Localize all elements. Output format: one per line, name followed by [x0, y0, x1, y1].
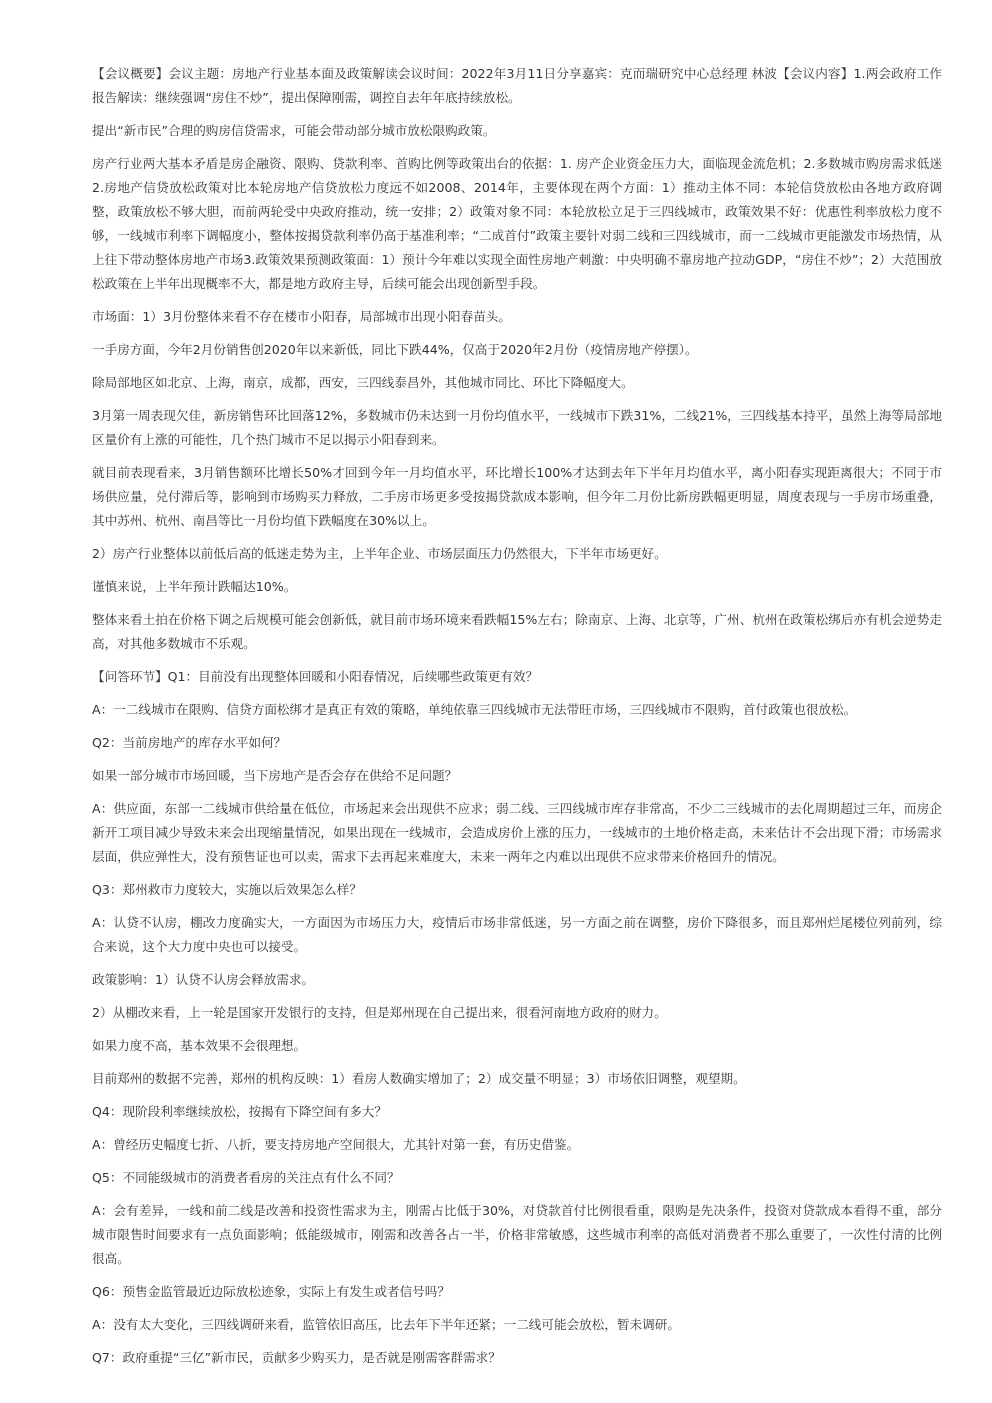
- question-paragraph: Q5：不同能级城市的消费者看房的关注点有什么不同？: [92, 1170, 400, 1185]
- paragraph: 如果力度不高，基本效果不会很理想。: [92, 1038, 307, 1053]
- paragraph: 除局部地区如北京、上海，南京，成都，西安，三四线泰昌外，其他城市同比、环比下降幅度大。: [92, 375, 634, 390]
- paragraph: 市场面：1）3月份整体来看不存在楼市小阳春，局部城市出现小阳春苗头。: [92, 309, 512, 324]
- question-paragraph: Q6：预售金监管最近边际放松迹象，实际上有发生或者信号吗？: [92, 1284, 450, 1299]
- paragraph: 房产行业两大基本矛盾是房企融资、限购、贷款利率、首购比例等政策出台的依据：1. 房产企业资金压力大，面临现金流危机；2.多数城市购房需求低迷2.房地产信贷放松政策对比本轮房地产信贷放松力度远不如2008、2014年，主要体现在两个方面：1）推动主体不同：本轮信贷放松由各地方政府调整，政策放松不够大胆，而前两轮受中央政府推动，统一安排；2）政策对象不同：本轮放松立足于三四线城市，政策效果不好：优惠性利率放松力度不够，一线城市利率下调幅度小，整体按揭贷款利率仍高于基准利率；“二成首付”政策主要针对弱二线和三四线城市，而一二线城市更能激发市场热情，从上往下带动整体房地产市场3.政策效果预测政策面：1）预计今年难以实现全面性房地产刺激：中央明确不靠房地产拉动GDP，“房住不炒”；2）大范围放松政策在上半年出现概率不大，都是地方政府主导，后续可能会出现创新型手段。: [92, 156, 942, 291]
- paragraph: 目前郑州的数据不完善，郑州的机构反映：1）看房人数确实增加了；2）成交量不明显；3）市场依旧调整，观望期。: [92, 1071, 746, 1086]
- answer-paragraph: A：一二线城市在限购、信贷方面松绑才是真正有效的策略，单纯依靠三四线城市无法带旺市场，三四线城市不限购，首付政策也很放松。: [92, 702, 857, 717]
- qa-section-question-1: 【问答环节】Q1：目前没有出现整体回暖和小阳春情况，后续哪些政策更有效？: [92, 669, 539, 684]
- question-paragraph: Q4：现阶段利率继续放松，按揭有下降空间有多大？: [92, 1104, 387, 1119]
- paragraph: 政策影响：1）认贷不认房会释放需求。: [92, 972, 315, 987]
- paragraph: 谨慎来说，上半年预计跌幅达10%。: [92, 579, 297, 594]
- answer-paragraph: A：曾经历史幅度七折、八折，要支持房地产空间很大，尤其针对第一套，有历史借鉴。: [92, 1137, 580, 1152]
- paragraph: 就目前表现看来，3月销售额环比增长50%才回到今年一月均值水平，环比增长100%才达到去年下半年月均值水平，离小阳春实现距离很大；不同于市场供应量，兑付滞后等，影响到市场购买力释放，二手房市场更多受按揭贷款成本影响，但今年二月份比新房跌幅更明显，周度表现与一手房市场重叠，其中苏州、杭州、南昌等比一月份均值下跌幅度在30%以上。: [92, 465, 942, 528]
- question-paragraph: Q2：当前房地产的库存水平如何？: [92, 735, 287, 750]
- question-paragraph: 如果一部分城市市场回暖，当下房地产是否会存在供给不足问题？: [92, 768, 458, 783]
- paragraph: 3月第一周表现欠佳，新房销售环比回落12%，多数城市仍未达到一月份均值水平，一线城市下跌31%，二线21%，三四线基本持平，虽然上海等局部地区量价有上涨的可能性，几个热门城市不足以揭示小阳春到来。: [92, 408, 942, 447]
- question-paragraph: Q7：政府重提“三亿”新市民，贡献多少购买力，是否就是刚需客群需求？: [92, 1350, 501, 1365]
- paragraph: 一手房方面，今年2月份销售创2020年以来新低，同比下跌44%，仅高于2020年2月份（疫情房地产停摆）。: [92, 342, 698, 357]
- answer-paragraph: A：会有差异，一线和前二线是改善和投资性需求为主，刚需占比低于30%，对贷款首付比例很看重，限购是先决条件，投资对贷款成本看得不重，部分城市限售时间要求有一点负面影响；低能级城市，刚需和改善各占一半，价格非常敏感，这些城市利率的高低对消费者不那么重要了，一次性付清的比例很高。: [92, 1203, 942, 1266]
- paragraph: 2）房产行业整体以前低后高的低迷走势为主，上半年企业、市场层面压力仍然很大，下半年市场更好。: [92, 546, 667, 561]
- answer-paragraph: A：没有太大变化，三四线调研来看，监管依旧高压，比去年下半年还紧；一二线可能会放松，暂未调研。: [92, 1317, 680, 1332]
- paragraph: 2）从棚改来看，上一轮是国家开发银行的支持，但是郑州现在自己提出来，很看河南地方政府的财力。: [92, 1005, 667, 1020]
- document-body: [92, 62, 942, 1379]
- paragraph: 提出“新市民”合理的购房信贷需求，可能会带动部分城市放松限购政策。: [92, 123, 496, 138]
- meeting-overview-paragraph: 【会议概要】会议主题：房地产行业基本面及政策解读会议时间：2022年3月11日分享嘉宾：克而瑞研究中心总经理 林波【会议内容】1.两会政府工作报告解读：继续强调“房住不炒”，提出保障刚需，调控自去年年底持续放松。: [92, 66, 942, 105]
- question-paragraph: Q3：郑州救市力度较大，实施以后效果怎么样？: [92, 882, 362, 897]
- answer-paragraph: A：供应面，东部一二线城市供给量在低位，市场起来会出现供不应求；弱二线、三四线城市库存非常高，不少二三线城市的去化周期超过三年，而房企新开工项目减少导致未来会出现缩量情况，如果出现在一线城市，会造成房价上涨的压力，一线城市的土地价格走高，未来估计不会出现下滑；市场需求层面，供应弹性大，没有预售证也可以卖，需求下去再起来难度大，未来一两年之内难以出现供不应求带来价格回升的情况。: [92, 801, 942, 864]
- answer-paragraph: A：认贷不认房，棚改力度确实大，一方面因为市场压力大，疫情后市场非常低迷，另一方面之前在调整，房价下降很多，而且郑州烂尾楼位列前列，综合来说，这个大力度中央也可以接受。: [92, 915, 942, 954]
- paragraph: 整体来看土拍在价格下调之后规模可能会创新低，就目前市场环境来看跌幅15%左右；除南京、上海、北京等，广州、杭州在政策松绑后亦有机会逆势走高，对其他多数城市不乐观。: [92, 612, 942, 651]
